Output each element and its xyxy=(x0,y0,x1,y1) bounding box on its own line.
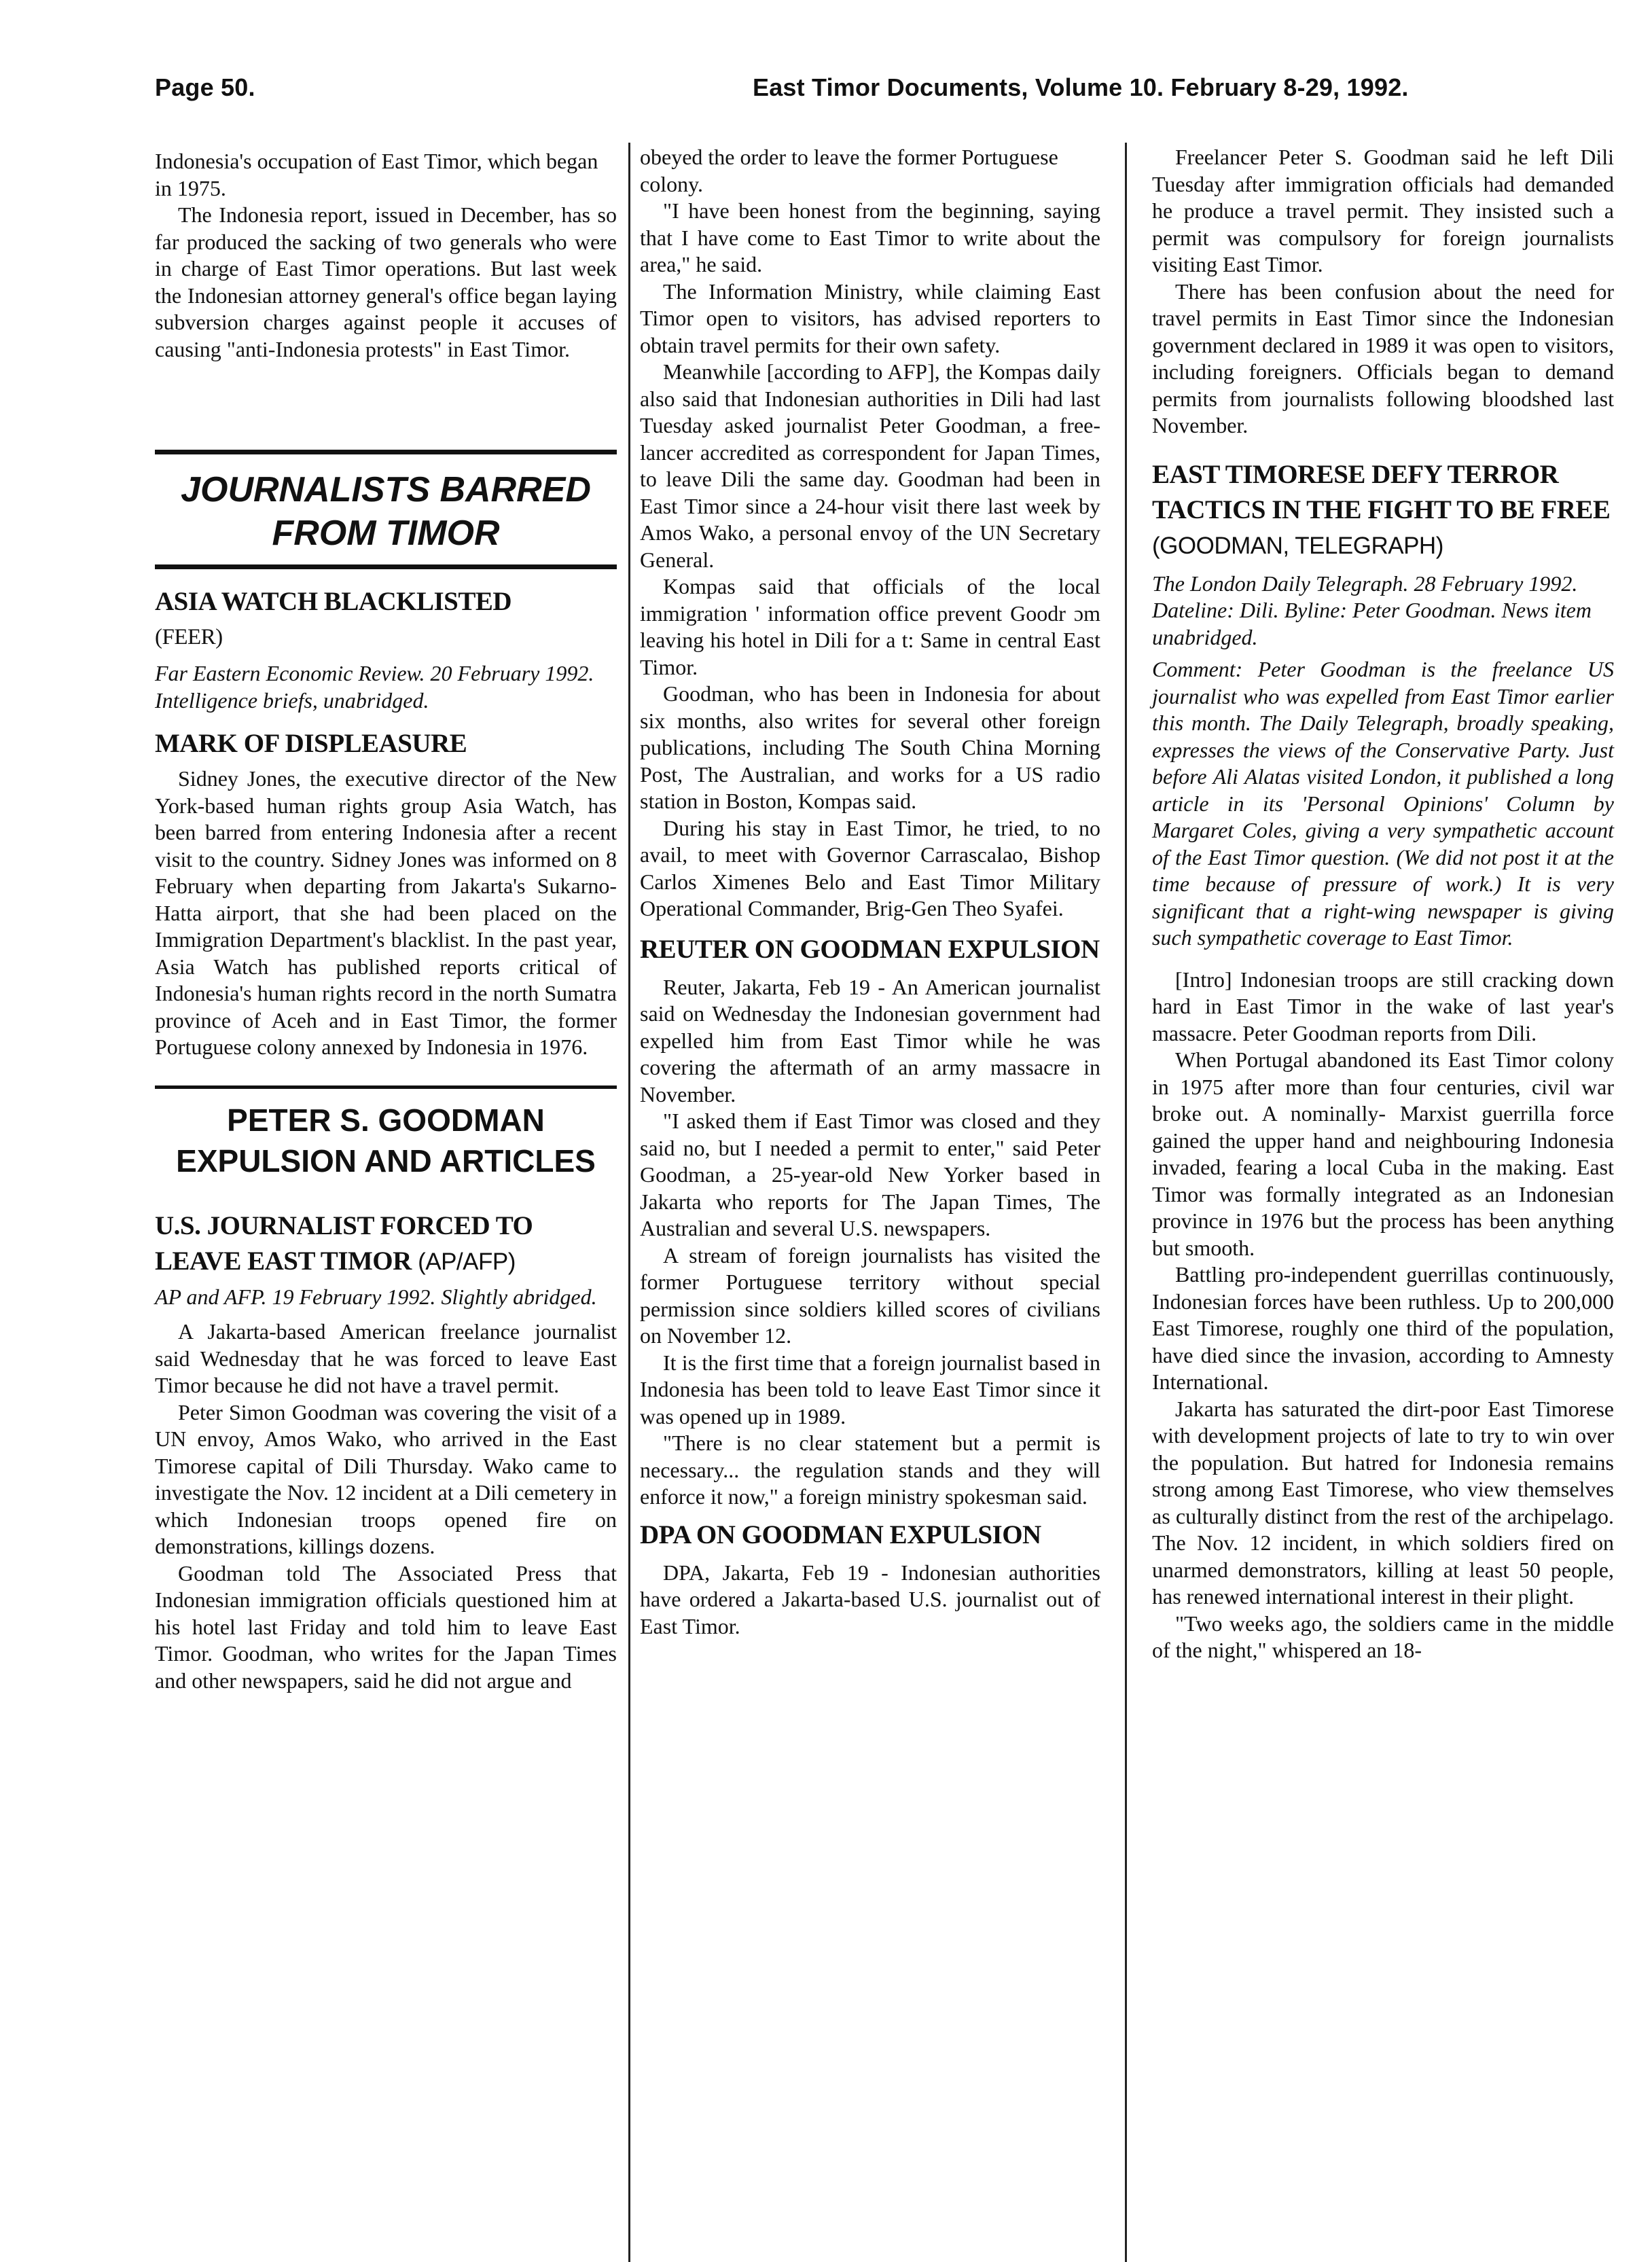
paragraph: DPA, Jakarta, Feb 19 - Indonesian authorities have ordered a Jakarta-based U.S. journalist out of East Timor. xyxy=(640,1560,1100,1638)
article-heading xyxy=(155,1208,617,1280)
article-source: (FEER) xyxy=(155,625,223,649)
article-byline: Far Eastern Economic Review. 20 February 1992. Intelligence briefs, unabridged. xyxy=(155,661,594,713)
article-byline: AP and AFP. 19 February 1992. Slightly abridged. xyxy=(155,1284,597,1309)
paragraph: A Jakarta-based American freelance journalist said Wednesday that he was forced to leave East Timor because he did not have a travel permit. xyxy=(155,1319,617,1397)
section-rule xyxy=(155,564,617,569)
section-rule xyxy=(155,450,617,454)
column-divider xyxy=(628,143,630,2262)
paragraph: It is the first time that a foreign journalist based in Indonesia has been told to leave East Timor since it was opened up in 1989. xyxy=(640,1350,1100,1429)
paragraph: Goodman told The Associated Press that Indonesian immigration officials questioned him at his hotel last Friday and told him to leave East Timor. Goodman, who writes for the Japan Times and other newspapers, said he did not argue and xyxy=(155,1560,617,1693)
paragraph: "I asked them if East Timor was closed and they said no, but I needed a permit to enter," said Peter Goodman, a 25-year-old New Yorker based in Jakarta who reports for The Japan Times, The Australian and several U.S. newspapers. xyxy=(640,1109,1100,1240)
paragraph: Peter Simon Goodman was covering the visit of a UN envoy, Amos Wako, who arrived in the East Timorese capital of Dili Thursday. Wako came to investigate the Nov. 12 incident at a Dili cemetery in which Indonesian troops opened fire on demonstrations, killings dozens. xyxy=(155,1399,617,1558)
article-heading: REUTER ON GOODMAN EXPULSION xyxy=(640,934,1100,964)
paragraph: Goodman, who has been in Indonesia for about six months, also writes for several other foreign publications, including The South China Morning Post, The Australian, and works for a US radio station in Boston, Kompas said. xyxy=(640,681,1100,813)
column-2 xyxy=(640,144,1100,1640)
paragraph: During his stay in East Timor, he tried, to no avail, to meet with Governor Carrascalao, Bishop Carlos Ximenes Belo and East Timor Military Operational Commander, Brig-Gen Theo Syafei. xyxy=(640,815,1100,920)
column-1 xyxy=(155,148,617,1694)
editor-comment: Comment: Peter Goodman is the freelance US journalist who was expelled from East Timor earlier this month. The Daily Telegraph, broadly speaking, expresses the views of the Conservative Party. Just before Ali Alatas visited London, it published a long article in its 'Personal Opinions' Column by Margaret Coles, giving a very sympathetic account of the East Timor question. (We did not post it at the time because of pressure of work.) It is very significant that a right-wing newspaper is giving such sympathetic coverage to East Timor. xyxy=(1152,657,1614,950)
page-number: Page 50. xyxy=(155,73,255,101)
paragraph: The Indonesia report, issued in December, has so far produced the sacking of two generals who were in charge of East Timor operations. But last week the Indonesian attorney general's office began laying subversion charges against people it accuses of causing "anti-Indonesia protests" in East Timor. xyxy=(155,202,617,361)
column-divider xyxy=(1125,143,1127,2262)
paragraph: Meanwhile [according to AFP], the Kompas daily also said that Indonesian authorities in Dili had last Tuesday asked journalist Peter Goodman, a free-lancer accredited as correspondent for Japan Times, to leave Dili the same day. Goodman had been in East Timor since a 24-hour visit there last week by Amos Wako, a personal envoy of the UN Secretary General. xyxy=(640,359,1100,572)
paragraph: There has been confusion about the need for travel permits in East Timor since the Indonesian government declared in 1989 it was open to visitors, including foreigners. Officials began to demand permits from journalists following bloodshed last November. xyxy=(1152,279,1614,437)
paragraph: Jakarta has saturated the dirt-poor East Timorese with development projects of late to try to win over the population. But hatred for Indonesia remains strong among East Timorese, who view themselves as culturally distinct from the rest of the archipelago. The Nov. 12 incident, in which soldiers fired on unarmed demonstrators, killing at least 50 people, has renewed international interest in their plight. xyxy=(1152,1396,1614,1609)
paragraph: Indonesia's occupation of East Timor, which began in 1975. xyxy=(155,149,598,200)
paragraph: When Portugal abandoned its East Timor colony in 1975 after more than four centuries, civil war broke out. A nominally- Marxist guerrilla force gained the upper hand and neighbouring Indonesia invaded, fearing a local Cuba in the making. East Timor was formally integrated as an Indonesian province in 1976 but the process has been anything but smooth. xyxy=(1152,1047,1614,1260)
publication-header: East Timor Documents, Volume 10. February 8-29, 1992. xyxy=(753,73,1409,101)
section-title: PETER S. GOODMAN EXPULSION AND ARTICLES xyxy=(176,1102,596,1179)
paragraph: Battling pro-independent guerrillas continuously, Indonesian forces have been ruthless. Up to 200,000 East Timorese, roughly one third of the population, have died since the invasion, according to Amnesty International. xyxy=(1152,1262,1614,1394)
section-title: JOURNALISTS BARRED FROM TIMOR xyxy=(181,470,591,553)
paragraph: The Information Ministry, while claiming East Timor open to visitors, has advised reporters to obtain travel permits for their own safety. xyxy=(640,279,1100,357)
article-heading: ASIA WATCH BLACKLISTED xyxy=(155,587,512,616)
paragraph: "There is no clear statement but a permit is necessary... the regulation stands and they will enforce it now," a foreign ministry spokesman said. xyxy=(640,1431,1100,1509)
article-heading: DPA ON GOODMAN EXPULSION xyxy=(640,1520,1041,1549)
article-byline: The London Daily Telegraph. 28 February 1992. Dateline: Dili. Byline: Peter Goodman. News item unabridged. xyxy=(1152,571,1592,649)
paragraph: Reuter, Jakarta, Feb 19 - An American journalist said on Wednesday the Indonesian government had expelled him from East Timor while he was covering the aftermath of an army massacre in November. xyxy=(640,974,1100,1107)
paragraph: "I have been honest from the beginning, saying that I have come to East Timor to write about the area," he said. xyxy=(640,198,1100,276)
paragraph: [Intro] Indonesian troops are still cracking down hard in East Timor in the wake of last year's massacre. Peter Goodman reports from Dili. xyxy=(1152,967,1614,1045)
column-3 xyxy=(1152,144,1614,1664)
paragraph: A stream of foreign journalists has visited the former Portuguese territory without special permission since soldiers killed scores of civilians on November 12. xyxy=(640,1242,1100,1348)
article-heading-text: U.S. JOURNALIST FORCED TO LEAVE EAST TIMOR xyxy=(155,1210,533,1276)
paragraph: Sidney Jones, the executive director of the New York-based human rights group Asia Watch, has been barred from entering Indonesia after a recent visit to the country. Sidney Jones was informed on 8 February when departing from Jakarta's Sukarno-Hatta airport, that she had been placed on the Immigration Department's blacklist. In the past year, Asia Watch has published reports critical of Indonesia's human rights record in the north Sumatra province of Aceh and in East Timor, the former Portuguese colony annexed by Indonesia in 1976. xyxy=(155,766,617,1059)
article-heading-text: EAST TIMORESE DEFY TERROR TACTICS IN THE FIGHT TO BE FREE xyxy=(1152,459,1611,524)
paragraph: obeyed the order to leave the former Portuguese colony. xyxy=(640,145,1058,196)
article-source: (GOODMAN, TELEGRAPH) xyxy=(1152,532,1443,559)
article-source: (AP/AFP) xyxy=(418,1248,516,1275)
paragraph: Kompas said that officials of the local immigration ' information office prevent Goodr ɔm leaving his hotel in Dili for a t: Same in central East Timor. xyxy=(640,574,1100,679)
article-heading xyxy=(1152,457,1614,564)
paragraph: "Two weeks ago, the soldiers came in the middle of the night," whispered an 18- xyxy=(1152,1611,1614,1662)
article-heading: MARK OF DISPLEASURE xyxy=(155,729,467,758)
paragraph: Freelancer Peter S. Goodman said he left Dili Tuesday after immigration officials had demanded he produce a travel permit. They insisted such a permit was compulsory for foreign journalists visiting East Timor. xyxy=(1152,145,1614,276)
